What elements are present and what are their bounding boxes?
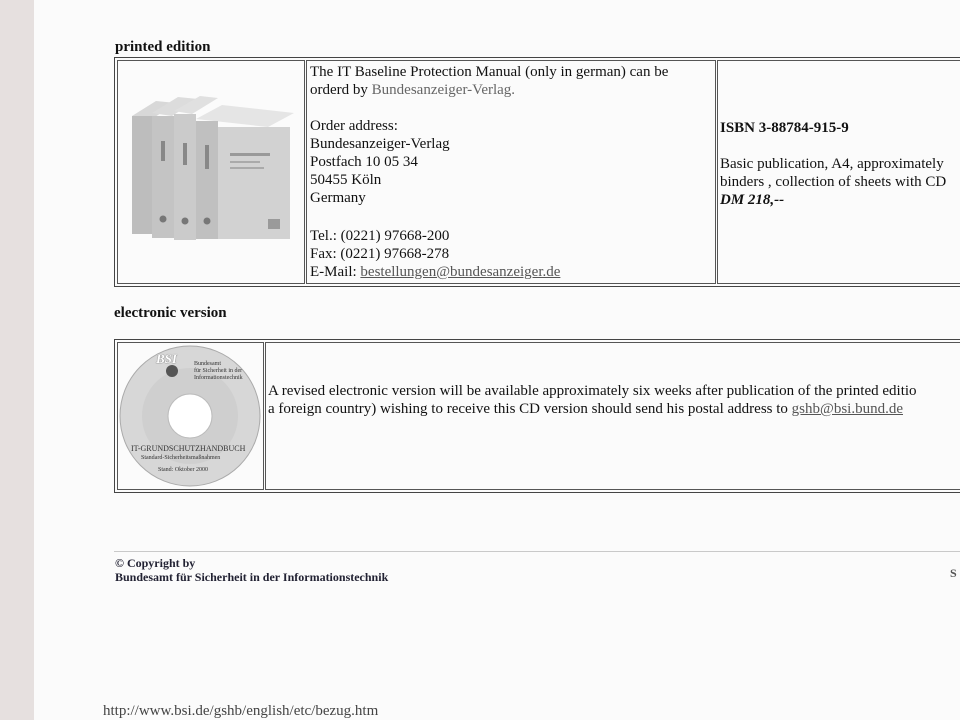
printed-edition-heading: printed edition [115, 39, 211, 55]
footer-divider [114, 551, 960, 552]
page-url: http://www.bsi.de/gshb/english/etc/bezug.htm [103, 703, 379, 719]
binders-image [118, 61, 304, 283]
manual-line-2 [310, 81, 515, 99]
telephone: Tel.: (0221) 97668-200 [310, 228, 450, 244]
electronic-version-heading: electronic version [114, 305, 227, 321]
email-label: E-Mail: [310, 264, 361, 280]
cd-stand: Stand: Oktober 2000 [158, 467, 208, 473]
electronic-line-2 [268, 400, 903, 418]
manual-line-1: The IT Baseline Protection Manual (only in german) can be [310, 64, 669, 80]
cd-subtitle: Standard-Sicherheitsmaßnahmen [141, 455, 221, 461]
address-line-1: Bundesanzeiger-Verlag [310, 136, 450, 152]
email-line [310, 263, 560, 281]
isbn: ISBN 3-88784-915-9 [720, 120, 849, 136]
cd-org-line-1: Bundesamt [194, 361, 221, 367]
description-line-2: binders , collection of sheets with CD [720, 174, 947, 190]
electronic-line-2-prefix: a foreign country) wishing to receive this CD version should send his postal address to [268, 401, 792, 417]
electronic-line-1: A revised electronic version will be available approximately six weeks after publication of the printed editio [268, 383, 917, 399]
address-line-3: 50455 Köln [310, 172, 382, 188]
order-address-label: Order address: [310, 118, 398, 134]
binders-image-cell [117, 60, 305, 284]
price: DM 218,-- [720, 192, 785, 208]
cd-org-line-3: Informationstechnik [194, 375, 243, 381]
cd-org-line-2: für Sicherheit in der [194, 368, 243, 374]
fax: Fax: (0221) 97668-278 [310, 246, 450, 262]
copyright-org: Bundesamt für Sicherheit in der Informationstechnik [115, 570, 389, 584]
address-line-2: Postfach 10 05 34 [310, 154, 418, 170]
left-margin-strip [0, 0, 34, 720]
cd-logo: BSI [156, 351, 177, 366]
email-link[interactable]: bestellungen@bundesanzeiger.de [360, 264, 561, 280]
address-line-4: Germany [310, 190, 366, 206]
copyright: © Copyright by [115, 556, 196, 570]
description-line-1: Basic publication, A4, approximately [720, 156, 944, 172]
cd-title: IT-GRUNDSCHUTZHANDBUCH [131, 444, 246, 453]
footer-right-fragment: S [950, 566, 957, 580]
publisher-link[interactable]: Bundesanzeiger-Verlag. [371, 82, 516, 98]
gshb-email-link[interactable]: gshb@bsi.bund.de [791, 401, 903, 417]
manual-line-2-prefix: orderd by [310, 82, 372, 98]
